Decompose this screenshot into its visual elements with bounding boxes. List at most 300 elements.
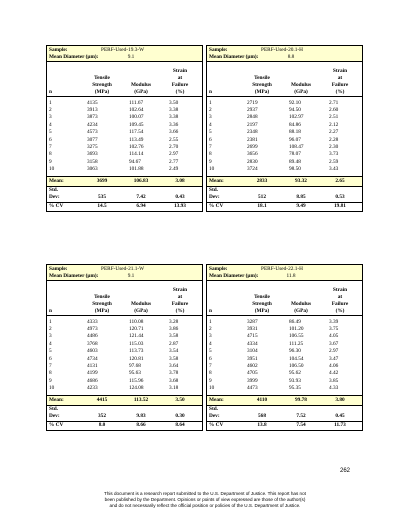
table-cell: 4.42 <box>329 370 339 377</box>
table-cell: 4.05 <box>329 333 339 340</box>
table-row <box>207 151 362 158</box>
table-cell: 104.54 <box>289 355 304 362</box>
col-strain: Strain at Failure (%) <box>331 68 349 95</box>
table-cell: 2.12 <box>329 121 339 128</box>
stat-value: 512 <box>258 194 266 201</box>
col-n: n <box>209 88 212 95</box>
table-cell: 96.30 <box>289 348 301 355</box>
sample-id: PERF-Used-20.1-H <box>261 47 303 53</box>
col-strain: Strain at Failure (%) <box>171 68 189 95</box>
stat-value: 8.66 <box>136 422 146 429</box>
table-cell: 3656 <box>247 151 258 158</box>
cv-row <box>47 422 202 430</box>
data-rows <box>207 316 362 396</box>
table-cell: 121.44 <box>129 333 144 340</box>
table-cell: 6 <box>49 136 52 143</box>
stat-value: 3.08 <box>175 177 185 184</box>
table-row <box>47 129 202 136</box>
stat-value: 19.81 <box>334 203 346 210</box>
table-cell: 3724 <box>247 166 258 173</box>
table-cell: 3.73 <box>329 151 339 158</box>
table-cell: 5 <box>49 348 52 355</box>
table-cell: 2937 <box>247 106 258 113</box>
table-row <box>47 363 202 370</box>
table-cell: 3 <box>209 114 212 121</box>
sample-id: PERF-Used-21.1-W <box>101 266 145 272</box>
table-cell: 3158 <box>87 158 98 165</box>
table-cell: 9 <box>209 377 212 384</box>
table-cell: 6 <box>209 136 212 143</box>
table-row <box>47 319 202 326</box>
table-cell: 8 <box>49 151 52 158</box>
table-cell: 3287 <box>247 318 258 325</box>
mean-row <box>207 396 362 406</box>
table-cell: 4135 <box>87 99 98 106</box>
table-cell: 95.63 <box>129 370 141 377</box>
table-cell: 3873 <box>87 114 98 121</box>
table-row <box>207 341 362 348</box>
dev-label: Dev: <box>209 194 220 201</box>
std-label-row <box>47 187 202 194</box>
col-strain: Strain at Failure (%) <box>171 287 189 314</box>
table-cell: 4 <box>209 121 212 128</box>
table-row <box>207 356 362 363</box>
mean-diameter-label: Mean Diameter (µm): <box>49 272 99 279</box>
table-cell: 1 <box>209 318 212 325</box>
mean-row <box>47 177 202 187</box>
table-row <box>47 341 202 348</box>
table-cell: 108.47 <box>289 143 304 150</box>
table-cell: 3 <box>209 333 212 340</box>
table-cell: 84.86 <box>289 121 301 128</box>
table-cell: 4573 <box>87 129 98 136</box>
table-cell: 110.08 <box>129 318 144 325</box>
dev-label: Dev: <box>209 413 220 420</box>
table-cell: 3.43 <box>329 166 339 173</box>
table-cell: 101.88 <box>129 166 144 173</box>
col-n: n <box>209 307 212 314</box>
summary-stats <box>47 396 202 430</box>
stat-value: 535 <box>98 194 106 201</box>
col-n: n <box>49 307 52 314</box>
stat-value: 9.49 <box>296 203 306 210</box>
table-cell: 4973 <box>87 325 98 332</box>
table-cell: 8 <box>209 151 212 158</box>
table-cell: 3.68 <box>169 377 179 384</box>
summary-stats <box>47 177 202 211</box>
table-row <box>47 100 202 107</box>
table-cell: 4715 <box>247 333 258 340</box>
mean-label: Mean: <box>49 396 64 403</box>
table-cell: 3063 <box>87 166 98 173</box>
col-tensile: Tensile Strength (MPa) <box>92 75 112 95</box>
stat-value: 106.83 <box>133 177 149 184</box>
table-cell: 2197 <box>247 121 258 128</box>
table-cell: 95.35 <box>289 385 301 392</box>
col-strain: Strain at Failure (%) <box>331 287 349 314</box>
stat-value: 6.94 <box>136 203 146 210</box>
table-row <box>207 137 362 144</box>
column-headers <box>47 62 202 97</box>
data-rows <box>207 97 362 177</box>
sample-table <box>206 264 363 431</box>
stat-value: 0.45 <box>335 413 345 420</box>
data-rows <box>47 316 202 396</box>
table-cell: 2.55 <box>169 136 179 143</box>
stat-value: 18.1 <box>257 203 267 210</box>
mean-diameter-label: Mean Diameter (µm): <box>209 272 259 279</box>
stat-value: 352 <box>98 413 106 420</box>
table-cell: 10 <box>209 166 215 173</box>
table-row <box>207 129 362 136</box>
table-cell: 3.28 <box>169 318 179 325</box>
table-cell: 2 <box>209 325 212 332</box>
table-cell: 3.36 <box>169 121 179 128</box>
summary-stats <box>207 177 362 211</box>
table-cell: 3.66 <box>169 129 179 136</box>
mean-row <box>47 396 202 406</box>
table-row <box>207 370 362 377</box>
std-dev-row <box>47 413 202 422</box>
table-cell: 2719 <box>247 99 258 106</box>
table-cell: 3.58 <box>169 355 179 362</box>
cv-label: % CV <box>209 422 224 429</box>
std-label: Std. <box>209 405 218 412</box>
table-cell: 4486 <box>87 333 98 340</box>
table-cell: 3077 <box>87 136 98 143</box>
table-row <box>207 385 362 392</box>
table-cell: 89.48 <box>289 158 301 165</box>
table-cell: 6 <box>49 355 52 362</box>
table-cell: 2.87 <box>169 340 179 347</box>
cv-label: % CV <box>209 203 224 210</box>
table-row <box>207 348 362 355</box>
table-row <box>47 122 202 129</box>
table-cell: 1 <box>49 318 52 325</box>
stat-value: 4110 <box>256 396 268 403</box>
table-cell: 4602 <box>247 362 258 369</box>
table-cell: 3.78 <box>169 370 179 377</box>
table-cell: 2.27 <box>329 129 339 136</box>
table-cell: 3999 <box>247 377 258 384</box>
table-row <box>207 114 362 121</box>
stat-value: 14.5 <box>97 203 107 210</box>
table-cell: 95.62 <box>289 370 301 377</box>
table-row <box>207 378 362 385</box>
table-cell: 86.49 <box>289 318 301 325</box>
table-cell: 8 <box>209 370 212 377</box>
table-cell: 2.77 <box>169 158 179 165</box>
table-cell: 4234 <box>87 121 98 128</box>
table-cell: 113.49 <box>129 136 144 143</box>
mean-diameter-value: 9.1 <box>127 272 135 279</box>
table-cell: 2.49 <box>169 166 179 173</box>
cv-row <box>207 203 362 211</box>
table-cell: 78.07 <box>289 151 301 158</box>
table-cell: 106.55 <box>289 333 304 340</box>
col-tensile: Tensile Strength (MPa) <box>252 294 272 314</box>
sample-label: Sample: <box>209 266 228 272</box>
table-cell: 102.64 <box>129 106 144 113</box>
stat-value: 7.42 <box>136 194 146 201</box>
table-cell: 2.97 <box>169 151 179 158</box>
table-cell: 115.96 <box>129 377 144 384</box>
footer-disclaimer <box>40 491 370 509</box>
table-cell: 4705 <box>247 370 258 377</box>
mean-diameter-label: Mean Diameter (µm): <box>49 53 99 60</box>
mean-diameter-value: 11.8 <box>286 272 296 279</box>
table-cell: 114.14 <box>129 151 144 158</box>
table-cell: 5 <box>209 348 212 355</box>
sample-id: PERF-Used-22.1-H <box>261 266 303 272</box>
table-cell: 10 <box>49 166 55 173</box>
mean-diameter-label: Mean Diameter (µm): <box>209 53 259 60</box>
table-cell: 4233 <box>87 385 98 392</box>
table-cell: 3.58 <box>169 333 179 340</box>
stat-value: 93.32 <box>295 177 307 184</box>
col-tensile: Tensile Strength (MPa) <box>252 75 272 95</box>
table-cell: 4333 <box>87 318 98 325</box>
table-cell: 9 <box>49 377 52 384</box>
col-modulus: Modulus (GPa) <box>290 301 312 314</box>
cv-row <box>47 203 202 211</box>
mean-label: Mean: <box>209 396 224 403</box>
stat-value: 8.64 <box>175 422 185 429</box>
table-cell: 4334 <box>247 340 258 347</box>
table-cell: 7 <box>209 362 212 369</box>
table-cell: 7 <box>209 143 212 150</box>
table-cell: 4734 <box>87 355 98 362</box>
table-cell: 100.07 <box>129 114 144 121</box>
table-cell: 120.81 <box>129 355 144 362</box>
stat-value: 7.54 <box>296 422 306 429</box>
stat-value: 9.83 <box>136 413 146 420</box>
table-row <box>207 144 362 151</box>
table-cell: 8 <box>49 370 52 377</box>
table-cell: 3275 <box>87 143 98 150</box>
stat-value: 0.43 <box>175 194 185 201</box>
sample-label: Sample: <box>49 47 68 53</box>
stat-value: 13.93 <box>174 203 186 210</box>
table-cell: 96.07 <box>289 136 301 143</box>
table-cell: 92.10 <box>289 99 301 106</box>
table-row <box>207 122 362 129</box>
table-cell: 2848 <box>247 114 258 121</box>
sample-id: PERF-Used-19.3-W <box>101 47 145 53</box>
table-cell: 106.50 <box>289 362 304 369</box>
stat-value: 4415 <box>96 396 108 403</box>
table-cell: 109.45 <box>129 121 144 128</box>
stat-value: 7.52 <box>296 413 306 420</box>
stat-value: 0.30 <box>175 413 185 420</box>
sample-label: Sample: <box>49 266 68 272</box>
table-cell: 3693 <box>87 151 98 158</box>
stat-value: 568 <box>258 413 266 420</box>
table-row <box>207 363 362 370</box>
table-cell: 5 <box>49 129 52 136</box>
table-cell: 2348 <box>247 129 258 136</box>
table-cell: 88.18 <box>289 129 301 136</box>
table-cell: 102.76 <box>129 143 144 150</box>
table-cell: 4603 <box>87 348 98 355</box>
table-cell: 2.51 <box>329 114 339 121</box>
table-cell: 4.06 <box>329 362 339 369</box>
table-cell: 6 <box>209 355 212 362</box>
column-headers <box>47 281 202 316</box>
std-label-row <box>47 406 202 413</box>
dev-label: Dev: <box>49 194 60 201</box>
stat-value: 3699 <box>96 177 108 184</box>
stat-value: 3.50 <box>175 396 185 403</box>
table-cell: 7 <box>49 143 52 150</box>
table-cell: 3931 <box>247 325 258 332</box>
dev-label: Dev: <box>49 413 60 420</box>
table-cell: 4131 <box>87 362 98 369</box>
table-cell: 3.64 <box>169 362 179 369</box>
table-cell: 3.47 <box>329 355 339 362</box>
table-cell: 117.54 <box>129 129 144 136</box>
col-tensile: Tensile Strength (MPa) <box>92 294 112 314</box>
stat-value: 13.8 <box>257 422 267 429</box>
table-cell: 5 <box>209 129 212 136</box>
table-cell: 3.67 <box>329 340 339 347</box>
table-cell: 2 <box>49 325 52 332</box>
table-cell: 3 <box>49 333 52 340</box>
table-cell: 101.20 <box>289 325 304 332</box>
table-cell: 3104 <box>247 348 258 355</box>
table-row <box>207 326 362 333</box>
table-cell: 3913 <box>87 106 98 113</box>
stat-value: 113.52 <box>133 396 149 403</box>
table-row <box>47 348 202 355</box>
table-cell: 98.50 <box>289 166 301 173</box>
table-row <box>47 114 202 121</box>
table-cell: 120.71 <box>129 325 144 332</box>
table-cell: 2830 <box>247 158 258 165</box>
table-row <box>47 378 202 385</box>
mean-diameter-value: 9.1 <box>127 53 135 60</box>
table-cell: 3.38 <box>169 106 179 113</box>
column-headers <box>207 62 362 97</box>
table-row <box>47 356 202 363</box>
std-label: Std. <box>209 186 218 193</box>
summary-stats <box>207 396 362 430</box>
table-row <box>47 159 202 166</box>
table-cell: 2.70 <box>169 143 179 150</box>
std-label-row <box>207 187 362 194</box>
std-dev-row <box>47 194 202 203</box>
table-cell: 4686 <box>87 377 98 384</box>
std-label-row <box>207 406 362 413</box>
std-dev-row <box>207 194 362 203</box>
table-cell: 2 <box>209 106 212 113</box>
table-row <box>207 107 362 114</box>
table-cell: 9 <box>49 158 52 165</box>
col-modulus: Modulus (GPa) <box>130 82 152 95</box>
table-row <box>47 333 202 340</box>
mean-row <box>207 177 362 187</box>
table-row <box>207 100 362 107</box>
sample-header <box>47 46 202 62</box>
table-cell: 3951 <box>247 355 258 362</box>
cv-label: % CV <box>49 203 64 210</box>
sample-table <box>206 45 363 212</box>
table-cell: 2.28 <box>329 136 339 143</box>
table-row <box>207 159 362 166</box>
table-cell: 10 <box>209 385 215 392</box>
table-row <box>207 333 362 340</box>
data-rows <box>47 97 202 177</box>
table-cell: 3.38 <box>169 114 179 121</box>
table-cell: 2381 <box>247 136 258 143</box>
stat-value: 3.80 <box>335 396 345 403</box>
table-cell: 3.39 <box>329 318 339 325</box>
table-cell: 2.71 <box>329 99 339 106</box>
table-cell: 4.33 <box>329 385 339 392</box>
sample-table <box>46 45 203 212</box>
table-cell: 2.97 <box>329 348 339 355</box>
table-cell: 3.85 <box>329 377 339 384</box>
cv-row <box>207 422 362 430</box>
table-cell: 111.67 <box>129 99 144 106</box>
table-cell: 4 <box>49 340 52 347</box>
table-cell: 102.97 <box>289 114 304 121</box>
table-cell: 4 <box>49 121 52 128</box>
footer-line: and do not necessarily reflect the official position or policies of the U.S. Department of Justice. <box>109 503 301 508</box>
col-modulus: Modulus (GPa) <box>130 301 152 314</box>
mean-label: Mean: <box>209 177 224 184</box>
footer-line: This document is a research report submitted to the U.S. Department of Justice. This report has not <box>104 491 306 496</box>
table-row <box>47 144 202 151</box>
table-cell: 2.30 <box>329 143 339 150</box>
table-cell: 3 <box>49 114 52 121</box>
table-cell: 4473 <box>247 385 258 392</box>
table-cell: 94.50 <box>289 106 301 113</box>
std-label: Std. <box>49 405 58 412</box>
col-modulus: Modulus (GPa) <box>290 82 312 95</box>
stat-value: 0.53 <box>335 194 345 201</box>
table-cell: 1 <box>49 99 52 106</box>
std-dev-row <box>207 413 362 422</box>
table-cell: 3.18 <box>169 385 179 392</box>
table-cell: 94.67 <box>129 158 141 165</box>
table-cell: 93.93 <box>289 377 301 384</box>
sample-header <box>47 265 202 281</box>
table-cell: 3.86 <box>169 325 179 332</box>
stat-value: 8.85 <box>296 194 306 201</box>
table-cell: 111.25 <box>289 340 304 347</box>
table-cell: 1 <box>209 99 212 106</box>
footer-line: been published by the Department. Opinions or points of view expressed are those of the author(s) <box>104 497 306 502</box>
table-cell: 4 <box>209 340 212 347</box>
sample-label: Sample: <box>209 47 228 53</box>
table-row <box>47 107 202 114</box>
std-label: Std. <box>49 186 58 193</box>
table-cell: 2.60 <box>329 106 339 113</box>
table-cell: 3.50 <box>169 99 179 106</box>
stat-value: 2833 <box>256 177 268 184</box>
table-cell: 7 <box>49 362 52 369</box>
stat-value: 2.65 <box>335 177 345 184</box>
table-row <box>47 326 202 333</box>
table-row <box>47 385 202 392</box>
table-row <box>47 166 202 173</box>
sample-table <box>46 264 203 431</box>
mean-label: Mean: <box>49 177 64 184</box>
table-cell: 2.59 <box>329 158 339 165</box>
cv-label: % CV <box>49 422 64 429</box>
stat-value: 11.73 <box>334 422 346 429</box>
